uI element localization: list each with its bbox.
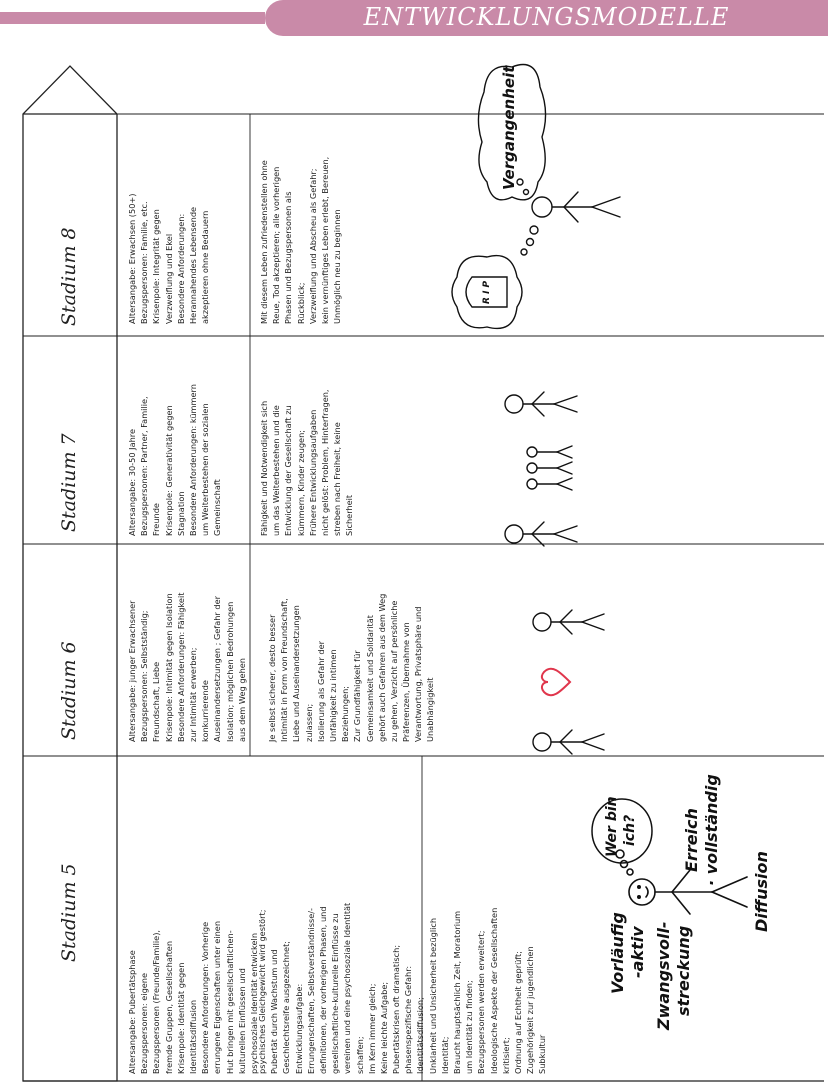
label-aktiv: -aktiv	[628, 926, 647, 978]
grave-rip: R I P	[482, 280, 492, 304]
label-diffusion: Diffusion	[752, 851, 771, 932]
stage6-upper-text: Altersangabe: junger Erwachsener Bezugspersonen: Selbstständig; Freundschaft, Liebe Krisenpole: Intimität gegen Isolation Besondere Anforderungen: Fähigkeit zur Intimität erwerben; konkurrierende Auseinandersetzungen ; Gefahr der Isolation; möglichen Bedrohungen aus dem Weg gehen	[127, 592, 247, 742]
label-erreicht: Erreich	[682, 808, 701, 872]
label-streckung: streckung	[674, 925, 693, 1016]
stage5-lower-text: psychisches Gleichgewicht wird gestört; Pubertät durch Wachstum und Geschlechtsreife ausgezeichnet; Entwicklungsaufgabe: Errungenschaften, Selbstverständnisse/- definitionen, der vorherigen Phasen, und gesellschaftliche-kulturelle Einflüsse zu vereinen und eine psychosoziale Identität schaffen; Im Kern immer gleich; Keine leichte Aufgabe; Pubertätskrisen oft dramatisch; phasenspezifische Gefahr: Identitätsdiffusion; Unklarheit und Unsicherheit bezüglich Identität; Braucht hauptsächlich Zeit, Moratorium um Identität zu finden; Bezugspersonen werden erweitert; Ideologische Aspekte der Gesellschaften kritisiert; Ordnung auf Echtheit geprüft; Zugehörigkeit zur jugendlichen Subkultur	[257, 902, 548, 1074]
stage8-header: Stadium 8	[58, 227, 80, 326]
bubble-text-1: Wer bin	[604, 796, 620, 857]
title-band-left	[0, 12, 265, 24]
stage5-header: Stadium 5	[58, 863, 80, 962]
stage7-upper-text: Altersangabe: 30-50 Jahre Bezugspersonen: Partner, Familie, Freunde Krisenpole: Generativität gegen Stagnation Besondere Anforderungen: kümmern um Weiterbestehen der sozialen Gemeinschaft	[127, 384, 223, 536]
stage5-upper-text: Altersangabe: Pubertätsphase Bezugspersonen: eigene Bezugspersonen (Freunde/Familie), fremde Gruppen, Gesellschaften Krisenpole: Identität gegen Identitätsdiffusion Besondere Anforderungen: Vorherige errungene Eigenschaften unter einen Hut bringen mit gesellschaftlichen- kulturellen Einflüssen und psychosoziale Identität entwickeln	[127, 920, 259, 1074]
cloud-text: Vergangenheit	[500, 65, 518, 190]
stage7-lower-text: Fähigkeit und Notwendigkeit sich um das Weiterbestehen und die Entwicklung der Gesellschaft zu kümmern, Kinder zeugen; Frühere Entwicklungsaufgaben nicht gelöst: Problem, Hinterfragen, streben nach Freiheit, keine Sicherheit	[259, 389, 355, 536]
stage7-family-figures	[492, 384, 602, 554]
title-banner	[265, 0, 828, 36]
stage7-header: Stadium 7	[58, 433, 80, 532]
stage6-lower-text: Je selbst sicherer, desto besser Intimität in Form von Freundschaft, Liebe und Auseinandersetzungen zulassen; Isolierung als Gefahr der Unfähigkeit zu intimen Beziehungen; Zur Grundfähigkeit für Gemeinsamkeit und Solidarität gehört auch Gefahren aus dem Weg zu gehen, Verzicht auf persönliche Präferenzen, Übernahme von Verantwortung, Privatsphäre und Unabhängigkeit	[267, 593, 436, 742]
stage6-header: Stadium 6	[58, 641, 80, 740]
label-vollstaendig: · vollständig	[702, 774, 721, 886]
label-zwangsvoll: Zwangsvoll-	[654, 921, 673, 1030]
label-vorlaeufig: Vorläufig	[608, 912, 627, 994]
stage6-couple-figures	[522, 602, 612, 762]
stage8-upper-text: Altersangabe: Erwachsen (50+) Bezugspersonen: Familie, etc. Krisenpole: Integrität gegen Verzweiflung und Ekel Besondere Anforderungen: Herannahendes Lebensende akzeptieren ohne Bedauern	[127, 193, 211, 324]
landscape-sheet	[22, 44, 824, 1082]
bubble-text-2: ich?	[622, 814, 638, 846]
page-title: ENTWICKLUNGSMODELLE	[363, 3, 730, 31]
heart-icon	[542, 669, 570, 696]
rotated-content	[22, 44, 824, 1082]
stage8-lower-text: Mit diesem Leben zufriedenstellen ohne Reue, Tod akzeptieren; alle vorherigen Phasen und Bezugspersonen als Rückblick; Verzweiflung und Abscheu als Gefahr; kein vernünftiges Leben erlebt, Bereuen, Unmöglich neu zu beginnen	[259, 156, 343, 324]
